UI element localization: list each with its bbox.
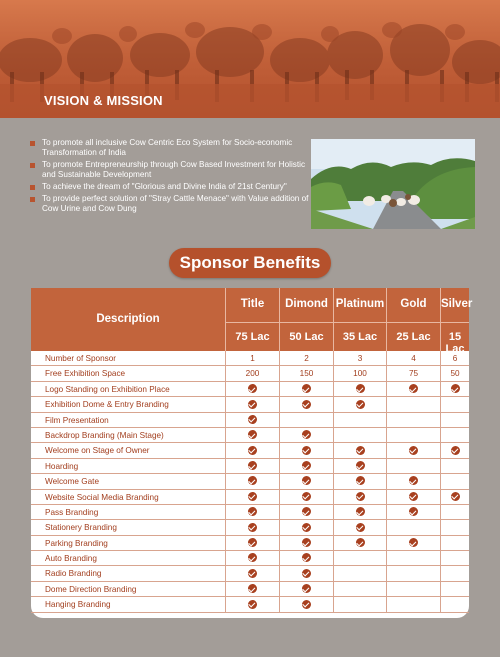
check-icon <box>451 384 460 393</box>
tier-name: Title <box>240 298 265 310</box>
header-divider <box>334 322 386 323</box>
check-icon <box>302 507 311 516</box>
tier-name: Dimond <box>285 298 328 310</box>
benefit-cell <box>279 566 333 581</box>
benefit-cell <box>386 443 440 458</box>
check-icon <box>302 492 311 501</box>
benefit-cell <box>279 520 333 535</box>
benefit-label: Backdrop Branding (Main Stage) <box>45 430 164 440</box>
benefit-cell <box>440 582 469 597</box>
mission-item: To provide perfect solution of "Stray Cattle Menace" with Value addition of Cow Urine and Cow Dung <box>30 194 310 214</box>
benefit-cell <box>333 505 386 520</box>
tier-price: 75 Lac <box>235 331 270 343</box>
benefit-cell <box>225 551 279 566</box>
mission-item: To promote all inclusive Cow Centric Eco System for Socio-economic Transformation of India <box>30 138 310 158</box>
table-row <box>31 520 469 535</box>
benefit-cell <box>333 536 386 551</box>
check-icon <box>302 384 311 393</box>
benefit-cell <box>279 382 333 397</box>
header-divider <box>280 322 333 323</box>
table-row <box>31 536 469 551</box>
mission-item: To promote Entrepreneurship through Cow Based Investment for Holistic and Sustainable Development <box>30 160 310 180</box>
check-icon <box>302 584 311 593</box>
benefit-cell <box>333 582 386 597</box>
check-icon <box>248 461 257 470</box>
benefit-cell <box>225 397 279 412</box>
check-icon <box>248 569 257 578</box>
hero-banner <box>0 0 500 118</box>
check-icon <box>248 384 257 393</box>
tier-header-title <box>225 288 279 351</box>
check-icon <box>302 538 311 547</box>
benefit-label: Film Presentation <box>45 415 109 425</box>
benefit-cell <box>333 443 386 458</box>
check-icon <box>248 492 257 501</box>
tier-header-dimond <box>279 288 333 351</box>
check-icon <box>356 492 365 501</box>
benefit-label: Radio Branding <box>45 569 102 579</box>
benefit-cell <box>279 413 333 428</box>
check-icon <box>451 446 460 455</box>
check-icon <box>356 384 365 393</box>
table-row <box>31 351 469 366</box>
check-icon <box>356 446 365 455</box>
benefit-cell <box>386 490 440 505</box>
benefit-cell: 50 <box>440 366 469 381</box>
check-icon <box>248 415 257 424</box>
benefit-cell: 3 <box>333 351 386 366</box>
header-divider <box>441 322 469 323</box>
table-row <box>31 597 469 612</box>
benefit-label: Exhibition Dome & Entry Branding <box>45 400 169 410</box>
benefit-cell <box>225 382 279 397</box>
table-header <box>31 288 473 355</box>
benefit-cell: 75 <box>386 366 440 381</box>
benefit-cell <box>279 597 333 612</box>
table-row <box>31 505 469 520</box>
benefit-cell <box>225 520 279 535</box>
benefit-cell <box>333 520 386 535</box>
benefit-cell <box>386 582 440 597</box>
benefit-cell <box>386 536 440 551</box>
benefit-cell <box>279 428 333 443</box>
check-icon <box>248 523 257 532</box>
benefit-cell <box>386 382 440 397</box>
benefit-cell <box>225 459 279 474</box>
benefit-cell: 2 <box>279 351 333 366</box>
benefit-label: Dome Direction Branding <box>45 584 137 594</box>
table-row <box>31 459 469 474</box>
benefit-cell <box>225 474 279 489</box>
benefit-cell <box>225 566 279 581</box>
benefit-cell <box>333 490 386 505</box>
benefit-cell <box>225 505 279 520</box>
benefit-cell <box>225 536 279 551</box>
benefit-cell <box>333 459 386 474</box>
benefit-cell <box>225 597 279 612</box>
tier-header-silver <box>440 288 473 355</box>
table-row <box>31 566 469 581</box>
benefit-cell <box>440 474 469 489</box>
benefit-cell: 1 <box>225 351 279 366</box>
tier-price: 15 Lac <box>445 331 465 355</box>
benefit-cell <box>225 413 279 428</box>
benefit-label: Auto Branding <box>45 554 97 564</box>
benefit-cell <box>279 536 333 551</box>
check-icon <box>302 400 311 409</box>
benefit-cell <box>279 505 333 520</box>
benefit-cell <box>386 474 440 489</box>
benefit-cell <box>333 474 386 489</box>
benefit-cell <box>279 459 333 474</box>
table-row <box>31 382 469 397</box>
benefit-label: Free Exhibition Space <box>45 369 126 379</box>
benefit-label: Welcome Gate <box>45 477 99 487</box>
benefit-cell <box>386 566 440 581</box>
check-icon <box>302 523 311 532</box>
benefit-label: Website Social Media Branding <box>45 492 159 502</box>
benefit-label: Number of Sponsor <box>45 354 116 363</box>
benefit-cell <box>225 443 279 458</box>
table-row <box>31 551 469 566</box>
check-icon <box>248 446 257 455</box>
benefit-cell <box>333 413 386 428</box>
benefit-label: Hoarding <box>45 461 79 471</box>
benefit-cell <box>333 597 386 612</box>
tier-price: 35 Lac <box>342 331 378 343</box>
benefit-cell: 100 <box>333 366 386 381</box>
header-divider <box>387 322 440 323</box>
check-icon <box>409 507 418 516</box>
table-row <box>31 443 469 458</box>
benefit-cell <box>386 551 440 566</box>
mission-item: To achieve the dream of "Glorious and Divine India of 21st Century" <box>30 182 310 192</box>
benefit-cell <box>279 443 333 458</box>
check-icon <box>248 600 257 609</box>
benefit-cell <box>279 490 333 505</box>
benefit-cell <box>440 505 469 520</box>
benefit-cell <box>386 428 440 443</box>
check-icon <box>409 384 418 393</box>
check-icon <box>409 476 418 485</box>
check-icon <box>302 461 311 470</box>
header-divider <box>226 322 279 323</box>
check-icon <box>248 553 257 562</box>
tier-header-platinum <box>333 288 386 351</box>
table-row <box>31 474 469 489</box>
benefit-cell <box>386 520 440 535</box>
benefit-cell <box>333 397 386 412</box>
benefit-cell: 200 <box>225 366 279 381</box>
benefit-cell <box>333 382 386 397</box>
benefit-cell <box>225 490 279 505</box>
road-cattle-photo <box>311 139 475 229</box>
benefit-cell <box>279 397 333 412</box>
benefit-cell <box>386 459 440 474</box>
check-icon <box>302 569 311 578</box>
section-title-vision-mission: VISION & MISSION <box>44 93 163 108</box>
table-body <box>31 351 469 613</box>
check-icon <box>248 430 257 439</box>
tier-name: Gold <box>400 298 427 310</box>
benefit-cell: 6 <box>440 351 469 366</box>
check-icon <box>356 538 365 547</box>
benefit-label: Parking Branding <box>45 538 108 548</box>
table-row <box>31 366 469 381</box>
tier-header-gold <box>386 288 440 351</box>
benefit-cell <box>440 520 469 535</box>
check-icon <box>356 400 365 409</box>
benefit-cell <box>440 459 469 474</box>
benefit-label: Logo Standing on Exhibition Place <box>45 384 170 394</box>
check-icon <box>248 507 257 516</box>
tier-name: Silver <box>441 298 473 310</box>
benefit-cell <box>225 428 279 443</box>
benefit-cell <box>440 551 469 566</box>
check-icon <box>248 538 257 547</box>
benefit-cell <box>440 566 469 581</box>
benefit-cell <box>333 428 386 443</box>
check-icon <box>409 492 418 501</box>
check-icon <box>356 461 365 470</box>
benefit-cell <box>279 582 333 597</box>
table-row <box>31 582 469 597</box>
check-icon <box>302 446 311 455</box>
sponsor-benefits-title: Sponsor Benefits <box>169 248 331 278</box>
benefit-label: Pass Branding <box>45 507 99 517</box>
benefit-cell <box>440 413 469 428</box>
benefit-cell <box>386 505 440 520</box>
tier-price: 50 Lac <box>289 331 324 343</box>
benefit-cell <box>440 397 469 412</box>
check-icon <box>356 507 365 516</box>
check-icon <box>451 492 460 501</box>
table-row <box>31 428 469 443</box>
benefit-cell <box>386 397 440 412</box>
check-icon <box>356 476 365 485</box>
check-icon <box>248 584 257 593</box>
check-icon <box>248 400 257 409</box>
mission-list <box>30 138 310 216</box>
description-header: Description <box>96 313 160 325</box>
benefit-cell <box>333 566 386 581</box>
table-row <box>31 397 469 412</box>
benefit-cell: 4 <box>386 351 440 366</box>
check-icon <box>409 538 418 547</box>
benefit-cell <box>225 582 279 597</box>
check-icon <box>302 553 311 562</box>
benefit-cell <box>440 536 469 551</box>
benefit-cell <box>440 490 469 505</box>
benefit-cell <box>386 413 440 428</box>
benefit-cell <box>440 443 469 458</box>
benefit-cell <box>279 474 333 489</box>
tier-name: Platinum <box>335 298 385 310</box>
benefit-cell: 150 <box>279 366 333 381</box>
benefit-label: Welcome on Stage of Owner <box>45 446 150 456</box>
table-row <box>31 413 469 428</box>
benefit-label: Stationery Branding <box>45 523 117 533</box>
table-row <box>31 490 469 505</box>
benefit-cell <box>440 428 469 443</box>
check-icon <box>302 430 311 439</box>
sponsor-benefits-table <box>31 288 473 618</box>
tier-price: 25 Lac <box>396 331 431 343</box>
check-icon <box>356 523 365 532</box>
benefit-cell <box>333 551 386 566</box>
check-icon <box>302 600 311 609</box>
check-icon <box>409 446 418 455</box>
benefit-cell <box>440 382 469 397</box>
check-icon <box>248 476 257 485</box>
benefit-cell <box>386 597 440 612</box>
benefit-cell <box>440 597 469 612</box>
check-icon <box>302 476 311 485</box>
benefit-label: Hanging Branding <box>45 600 111 610</box>
benefit-cell <box>279 551 333 566</box>
